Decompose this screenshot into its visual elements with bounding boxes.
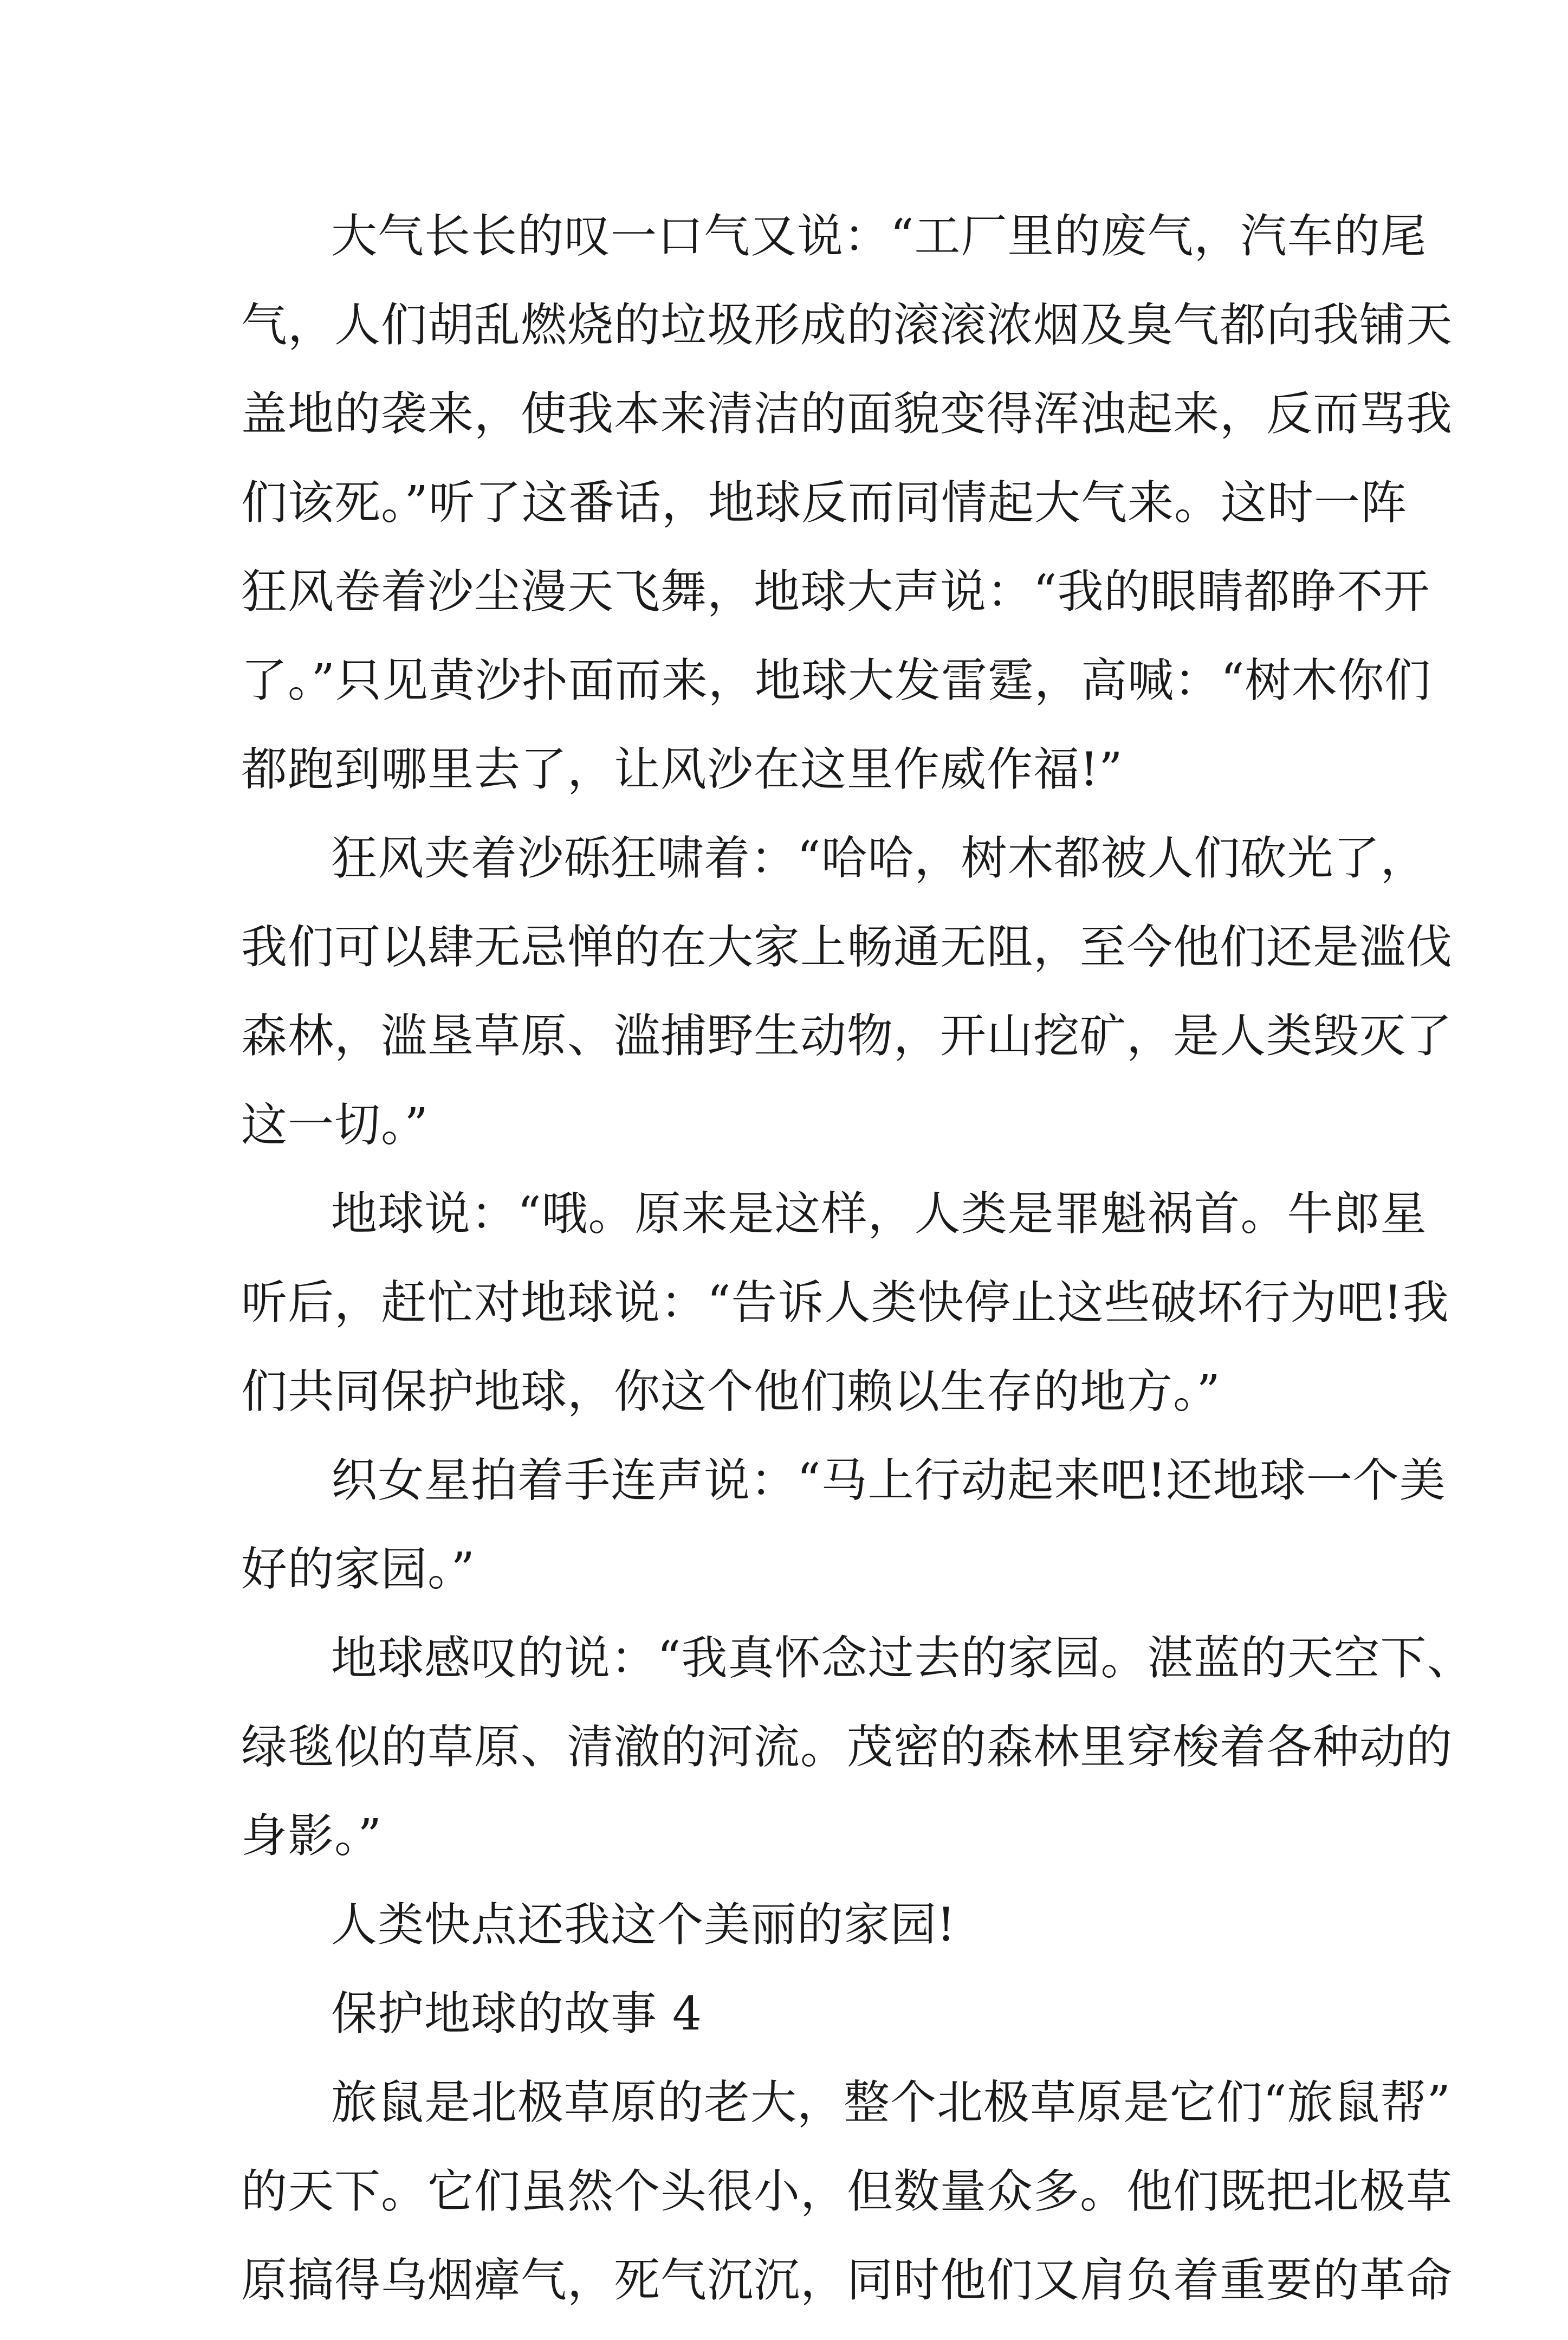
text-line: 这一切。” (241, 1098, 429, 1152)
text-line: 气，人们胡乱燃烧的垃圾形成的滚滚浓烟及臭气都向我铺天 (241, 299, 1453, 352)
text-line: 原搞得乌烟瘴气，死气沉沉，同时他们又肩负着重要的革命 (241, 2254, 1453, 2307)
text-line: 人类快点还我这个美丽的家园! (331, 1898, 956, 1952)
text-line: 身影。” (241, 1809, 382, 1863)
text-line: 地球感叹的说：“我真怀念过去的家园。湛蓝的天空下、 (331, 1632, 1474, 1685)
text-line: 绿毯似的草原、清澈的河流。茂密的森林里穿梭着各种动的 (241, 1721, 1453, 1774)
story-text (241, 207, 1474, 2340)
text-line: 了。”只见黄沙扑面而来，地球大发雷霆，高喊：“树木你们 (241, 654, 1431, 708)
text-line: 好的家园。” (241, 1543, 475, 1596)
text-line: 地球说：“哦。原来是这样，人类是罪魁祸首。牛郎星 (331, 1187, 1427, 1241)
text-line: 狂风卷着沙尘漫天飞舞，地球大声说：“我的眼睛都睁不开 (241, 565, 1430, 619)
text-line: 森林，滥垦草原、滥捕野生动物，开山挖矿，是人类毁灭了 (241, 1010, 1453, 1063)
text-line: 保护地球的故事 4 (331, 1987, 703, 2041)
text-line: 我们可以肆无忌惮的在大家上畅通无阻，至今他们还是滥伐 (241, 921, 1453, 974)
text-line: 织女星拍着手连声说：“马上行动起来吧!还地球一个美 (331, 1454, 1446, 1508)
text-line: 狂风夹着沙砾狂啸着：“哈哈，树木都被人们砍光了， (331, 832, 1427, 885)
text-line: 们该死。”听了这番话，地球反而同情起大气来。这时一阵 (241, 476, 1407, 530)
text-line: 都跑到哪里去了，让风沙在这里作威作福!” (241, 743, 1123, 797)
text-line: 听后，赶忙对地球说：“告诉人类快停止这些破坏行为吧!我 (241, 1276, 1449, 1330)
text-line: 盖地的袭来，使我本来清洁的面貌变得浑浊起来，反而骂我 (241, 387, 1453, 441)
text-line: 们共同保护地球，你这个他们赖以生存的地方。” (241, 1365, 1221, 1419)
text-line: 大气长长的叹一口气又说：“工厂里的废气，汽车的尾 (331, 210, 1427, 263)
text-line: 旅鼠是北极草原的老大，整个北极草原是它们“旅鼠帮” (331, 2076, 1451, 2130)
text-line: 的天下。它们虽然个头很小，但数量众多。他们既把北极草 (241, 2165, 1453, 2219)
